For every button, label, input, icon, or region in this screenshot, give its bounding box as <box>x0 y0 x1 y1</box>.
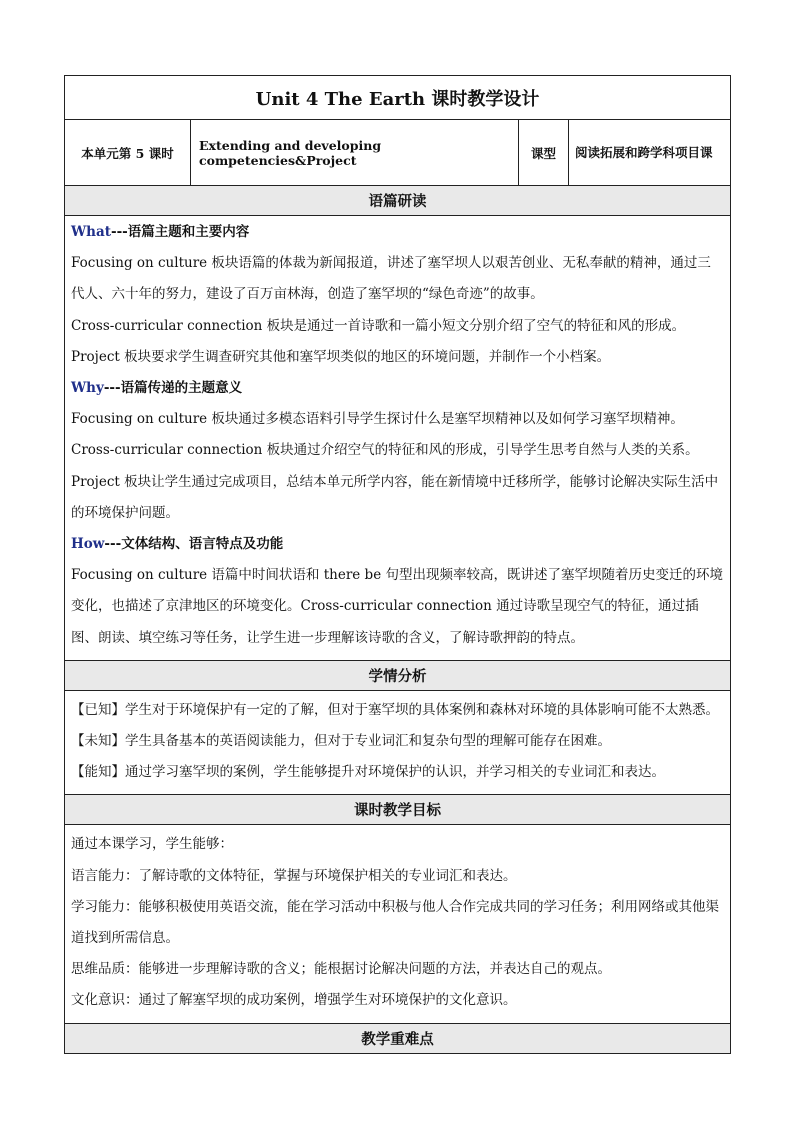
how-subtitle: ---文体结构、语言特点及功能 <box>104 536 284 553</box>
how-heading <box>71 529 723 560</box>
lesson-type-value: 阅读拓展和跨学科项目课 <box>569 120 731 186</box>
why-label: Why <box>71 380 104 397</box>
section-heading-text-study: 语篇研读 <box>65 186 731 216</box>
what-paragraph-3: Project 板块要求学生调查研究其他和塞罕坝类似的地区的环境问题，并制作一个小档案。 <box>71 348 611 365</box>
lesson-type-label: 课型 <box>519 120 569 186</box>
objective-culture: 文化意识：通过了解塞罕坝的成功案例，增强学生对环境保护的文化意识。 <box>71 992 517 1009</box>
what-paragraph-2: Cross-curricular connection 板块是通过一首诗歌和一篇小短文分别介绍了空气的特征和风的形成。 <box>71 317 686 334</box>
section-heading-learner-analysis: 学情分析 <box>65 660 731 690</box>
how-label: How <box>71 536 105 553</box>
lesson-topic: Extending and developing competencies&Project <box>191 120 519 186</box>
text-study-content <box>65 216 731 661</box>
unknown-paragraph: 【未知】学生具备基本的英语阅读能力，但对于专业词汇和复杂句型的理解可能存在困难。 <box>71 733 611 750</box>
able-paragraph: 【能知】通过学习塞罕坝的案例，学生能够提升对环境保护的认识，并学习相关的专业词汇和表达。 <box>71 764 665 781</box>
learner-analysis-content <box>65 690 731 795</box>
how-paragraph-1: Focusing on culture 语篇中时间状语和 there be 句型出现频率较高，既讲述了塞罕坝随着历史变迁的环境变化，也描述了京津地区的环境变化。Cross-curricular connection 通过诗歌呈现空气的特征，通过插图、朗读、填空练习等任务，让学生进一步理解该诗歌的含义，了解诗歌押韵的特点。 <box>71 567 723 646</box>
objective-learning: 学习能力：能够积极使用英语交流，能在学习活动中积极与他人合作完成共同的学习任务；利用网络或其他渠道找到所需信息。 <box>71 898 719 947</box>
what-paragraph-1: Focusing on culture 板块语篇的体裁为新闻报道，讲述了塞罕坝人以艰苦创业、无私奉献的精神，通过三代人、六十年的努力，建设了百万亩林海，创造了塞罕坝的“绿色奇迹”的故事。 <box>71 255 711 303</box>
objectives-content <box>65 825 731 1023</box>
known-paragraph: 【已知】学生对于环境保护有一定的了解，但对于塞罕坝的具体案例和森林对环境的具体影响可能不太熟悉。 <box>71 701 719 718</box>
what-heading <box>71 217 723 248</box>
objective-thinking: 思维品质：能够进一步理解诗歌的含义；能根据讨论解决问题的方法，并表达自己的观点。 <box>71 961 611 978</box>
what-label: What <box>71 224 111 240</box>
why-paragraph-3: Project 板块让学生通过完成项目，总结本单元所学内容，能在新情境中迁移所学，能够讨论解决实际生活中的环境保护问题。 <box>71 473 719 521</box>
why-paragraph-1: Focusing on culture 板块通过多模态语料引导学生探讨什么是塞罕坝精神以及如何学习塞罕坝精神。 <box>71 411 684 428</box>
why-paragraph-2: Cross-curricular connection 板块通过介绍空气的特征和风的形成，引导学生思考自然与人类的关系。 <box>71 442 699 459</box>
objectives-intro: 通过本课学习，学生能够： <box>71 836 233 853</box>
objective-language: 语言能力：了解诗歌的文体特征，掌握与环境保护相关的专业词汇和表达。 <box>71 867 517 884</box>
section-heading-objectives: 课时教学目标 <box>65 795 731 825</box>
lesson-plan-table <box>64 75 731 1054</box>
lesson-plan-document <box>64 75 730 1054</box>
document-title: Unit 4 The Earth 课时教学设计 <box>65 76 731 120</box>
lesson-number: 本单元第 5 课时 <box>65 120 191 186</box>
why-heading <box>71 373 723 404</box>
what-subtitle: ---语篇主题和主要内容 <box>110 224 250 240</box>
why-subtitle: ---语篇传递的主题意义 <box>103 380 243 397</box>
section-heading-key-points: 教学重难点 <box>65 1023 731 1053</box>
